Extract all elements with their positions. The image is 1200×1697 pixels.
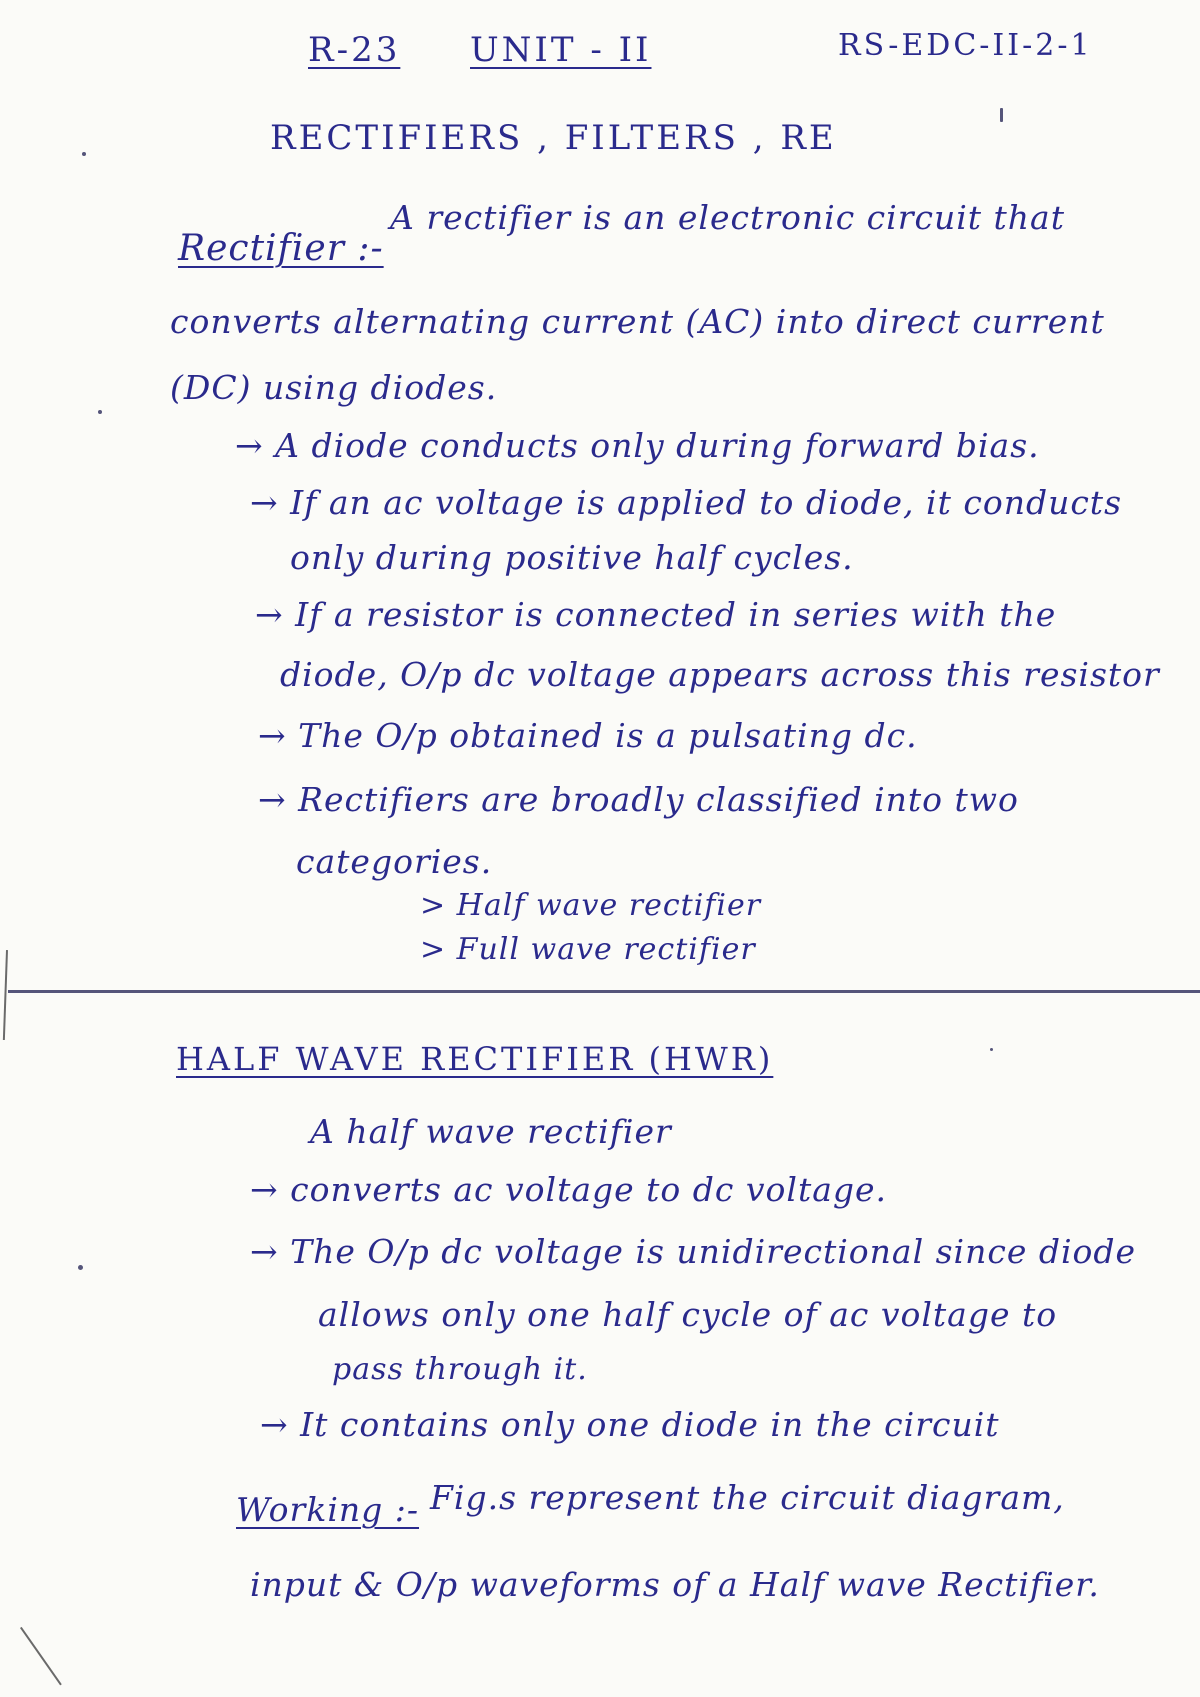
text-line: → converts ac voltage to dc voltage. bbox=[250, 1170, 888, 1209]
section-divider bbox=[8, 990, 1200, 993]
scan-speck bbox=[990, 1048, 993, 1051]
text-line: > Full wave rectifier bbox=[420, 932, 756, 967]
scan-scratch bbox=[20, 1627, 62, 1685]
scan-speck bbox=[82, 152, 86, 156]
header-left: R-23 bbox=[308, 30, 401, 70]
scan-speck bbox=[98, 410, 102, 414]
scan-speck bbox=[78, 1265, 83, 1270]
header-right: RS-EDC-II-2-1 bbox=[838, 28, 1093, 63]
text-line: input & O/p waveforms of a Half wave Rectifier. bbox=[250, 1565, 1100, 1604]
scan-scratch bbox=[3, 950, 8, 1040]
text-line: A half wave rectifier bbox=[310, 1112, 672, 1151]
text-line: Fig.s represent the circuit diagram, bbox=[430, 1478, 1065, 1517]
text-line: → It contains only one diode in the circuit bbox=[260, 1405, 1000, 1444]
text-line: diode, O/p dc voltage appears across this resistor bbox=[280, 655, 1160, 694]
working-label: Working :- bbox=[236, 1490, 420, 1529]
text-line: → The O/p dc voltage is unidirectional since diode bbox=[250, 1232, 1137, 1271]
page-title: RECTIFIERS , FILTERS , RE bbox=[270, 118, 837, 158]
text-line: → A diode conducts only during forward bias. bbox=[235, 426, 1040, 465]
text-line: (DC) using diodes. bbox=[170, 368, 498, 407]
text-line: categories. bbox=[296, 842, 493, 881]
text-line: converts alternating current (AC) into direct current bbox=[170, 302, 1105, 341]
header-unit: UNIT - II bbox=[470, 30, 652, 70]
definition-label: Rectifier :- bbox=[178, 228, 384, 269]
text-line: → The O/p obtained is a pulsating dc. bbox=[258, 716, 918, 755]
text-line: A rectifier is an electronic circuit that bbox=[390, 198, 1065, 237]
text-line: → If an ac voltage is applied to diode, it conducts bbox=[250, 483, 1123, 522]
text-line: > Half wave rectifier bbox=[420, 888, 762, 923]
section-heading: HALF WAVE RECTIFIER (HWR) bbox=[176, 1040, 774, 1078]
text-line: → If a resistor is connected in series with the bbox=[255, 595, 1057, 634]
text-line: allows only one half cycle of ac voltage to bbox=[318, 1295, 1058, 1334]
scan-speck bbox=[1000, 108, 1003, 122]
text-line: pass through it. bbox=[332, 1352, 588, 1387]
text-line: only during positive half cycles. bbox=[290, 538, 854, 577]
text-line: → Rectifiers are broadly classified into two bbox=[258, 780, 1019, 819]
